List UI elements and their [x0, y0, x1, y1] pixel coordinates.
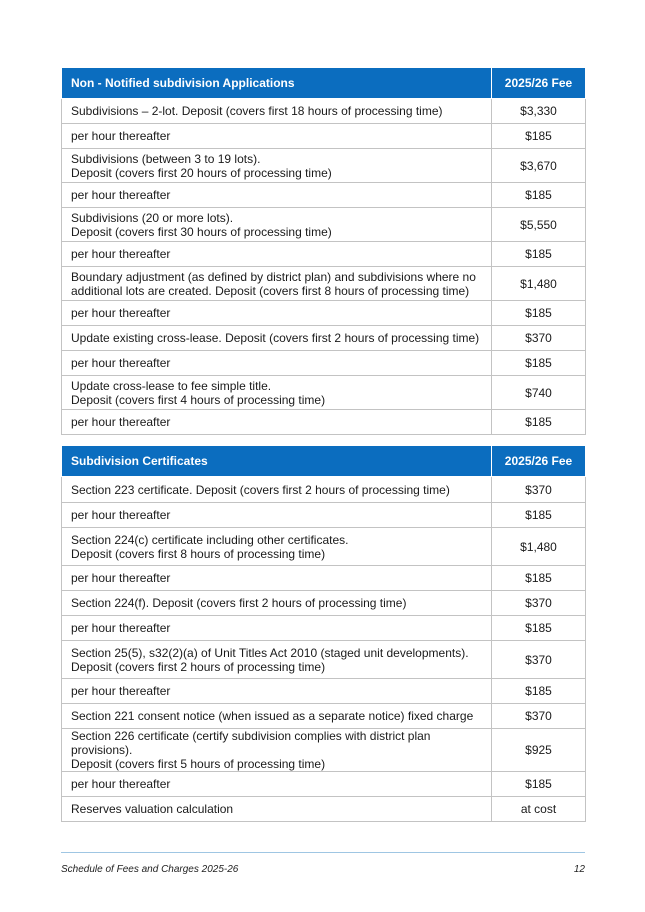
row-fee: $1,480 [492, 267, 586, 301]
row-description: Section 226 certificate (certify subdivision complies with district plan provisions). Deposit (covers first 5 hours of processing time) [62, 729, 492, 772]
table-row [62, 797, 586, 822]
row-fee: $1,480 [492, 528, 586, 566]
row-fee: $185 [492, 242, 586, 267]
row-description: per hour thereafter [62, 566, 492, 591]
row-fee: $185 [492, 566, 586, 591]
row-description: per hour thereafter [62, 242, 492, 267]
row-fee: $3,670 [492, 149, 586, 183]
table-row [62, 183, 586, 208]
row-fee: $370 [492, 641, 586, 679]
row-description: Update existing cross-lease. Deposit (covers first 2 hours of processing time) [62, 326, 492, 351]
table-header-row [62, 446, 586, 477]
table-row [62, 772, 586, 797]
row-description: per hour thereafter [62, 410, 492, 435]
footer-divider [61, 852, 585, 853]
table-row [62, 410, 586, 435]
non-notified-subdivision-fee-table [61, 67, 586, 435]
table-row [62, 704, 586, 729]
fee-column-header: 2025/26 Fee [492, 68, 586, 99]
row-fee: $5,550 [492, 208, 586, 242]
row-fee: $185 [492, 410, 586, 435]
table-title: Non - Notified subdivision Applications [62, 68, 492, 99]
footer-page-number: 12 [573, 864, 585, 875]
row-fee: $185 [492, 301, 586, 326]
row-description: Boundary adjustment (as defined by district plan) and subdivisions where no additional lots are created. Deposit (covers first 8 hours of processing time) [62, 267, 492, 301]
table-row [62, 326, 586, 351]
row-fee: $925 [492, 729, 586, 772]
table-row [62, 616, 586, 641]
footer-document-title: Schedule of Fees and Charges 2025-26 [61, 864, 239, 875]
row-fee: $185 [492, 124, 586, 149]
row-fee: $185 [492, 616, 586, 641]
table-row [62, 376, 586, 410]
row-description: per hour thereafter [62, 124, 492, 149]
row-fee: at cost [492, 797, 586, 822]
row-description: Section 223 certificate. Deposit (covers first 2 hours of processing time) [62, 477, 492, 503]
table-row [62, 477, 586, 503]
row-description: Section 224(c) certificate including other certificates. Deposit (covers first 8 hours of processing time) [62, 528, 492, 566]
row-description: Section 221 consent notice (when issued as a separate notice) fixed charge [62, 704, 492, 729]
row-fee: $370 [492, 704, 586, 729]
row-fee: $370 [492, 477, 586, 503]
row-fee: $370 [492, 326, 586, 351]
table-row [62, 641, 586, 679]
table-row [62, 566, 586, 591]
table-row [62, 351, 586, 376]
subdivision-certificates-fee-table [61, 445, 586, 822]
table-row [62, 528, 586, 566]
row-fee: $185 [492, 772, 586, 797]
table-row [62, 267, 586, 301]
row-description: per hour thereafter [62, 301, 492, 326]
row-description: Section 224(f). Deposit (covers first 2 hours of processing time) [62, 591, 492, 616]
row-fee: $3,330 [492, 99, 586, 124]
table-row [62, 591, 586, 616]
fee-column-header: 2025/26 Fee [492, 446, 586, 477]
table-title: Subdivision Certificates [62, 446, 492, 477]
row-description: Subdivisions (20 or more lots). Deposit (covers first 30 hours of processing time) [62, 208, 492, 242]
table-row [62, 149, 586, 183]
row-description: per hour thereafter [62, 616, 492, 641]
table-row [62, 301, 586, 326]
row-description: Reserves valuation calculation [62, 797, 492, 822]
row-description: per hour thereafter [62, 351, 492, 376]
table-row [62, 208, 586, 242]
row-description: per hour thereafter [62, 503, 492, 528]
table-row [62, 503, 586, 528]
row-description: per hour thereafter [62, 772, 492, 797]
row-description: Section 25(5), s32(2)(a) of Unit Titles Act 2010 (staged unit developments). Deposit (covers first 2 hours of processing time) [62, 641, 492, 679]
row-description: Subdivisions (between 3 to 19 lots). Deposit (covers first 20 hours of processing time) [62, 149, 492, 183]
row-description: per hour thereafter [62, 183, 492, 208]
row-fee: $185 [492, 351, 586, 376]
row-fee: $185 [492, 183, 586, 208]
row-fee: $370 [492, 591, 586, 616]
table-row [62, 99, 586, 124]
table-header-row [62, 68, 586, 99]
row-fee: $740 [492, 376, 586, 410]
row-description: per hour thereafter [62, 679, 492, 704]
table-row [62, 242, 586, 267]
table-row [62, 729, 586, 772]
table-row [62, 124, 586, 149]
row-fee: $185 [492, 679, 586, 704]
row-description: Subdivisions – 2-lot. Deposit (covers first 18 hours of processing time) [62, 99, 492, 124]
row-description: Update cross-lease to fee simple title. Deposit (covers first 4 hours of processing time) [62, 376, 492, 410]
table-row [62, 679, 586, 704]
row-fee: $185 [492, 503, 586, 528]
